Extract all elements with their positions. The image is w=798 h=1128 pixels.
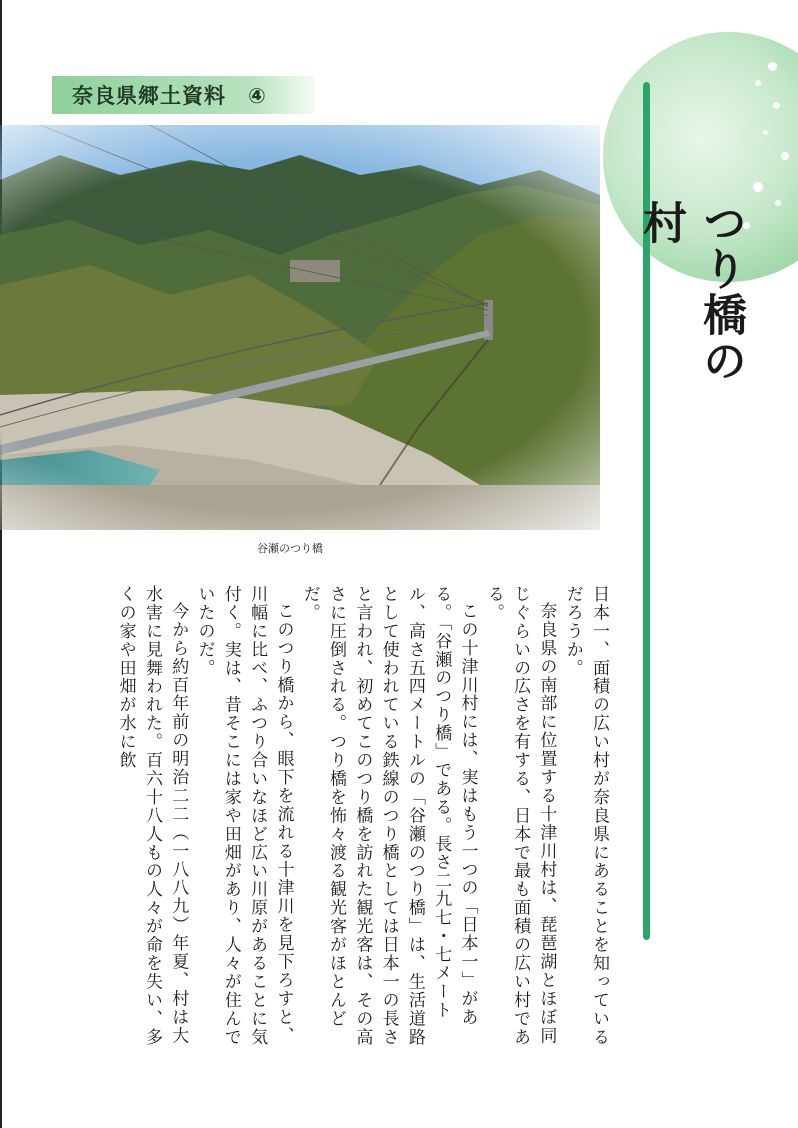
photo-lower-ground [0, 485, 600, 530]
decorative-dot [775, 200, 781, 206]
photo-village [290, 260, 340, 282]
decorative-dot [781, 152, 789, 160]
paragraph: 今から約百年前の明治二二（一八八九）年夏、村は大水害に見舞われた。百六十八人もの人々が命を失い、多くの家や田畑が水に飲 [115, 585, 189, 1047]
photo-caption: 谷瀬のつり橋 [257, 542, 323, 555]
decorative-dot [773, 102, 780, 109]
decorative-dot [763, 130, 768, 135]
series-label-badge [52, 76, 314, 114]
paragraph: このつり橋から、眼下を流れる十津川を見下ろすと、川幅に比べ、ふつり合いなほど広い川原があることに気付く。実は、昔そこには家や田畑があり、人々が住んでいたのだ。 [194, 585, 294, 1047]
article-body [52, 585, 612, 1055]
paragraph: 日本一、面積の広い村が奈良県にあることを知っているだろうか。 [562, 585, 609, 1047]
suspension-bridge-photo [0, 125, 600, 530]
page-title: つり橋の村 [635, 200, 746, 384]
decorative-dot [755, 80, 761, 86]
decorative-dot [753, 182, 763, 192]
series-label: 奈良県郷土資料 ④ [72, 84, 267, 108]
decorative-dot [768, 62, 777, 71]
paragraph: 奈良県の南部に位置する十津川村は、琵琶湖とほぼ同じぐらいの広さを有する、日本で最も面積の広い村である。 [483, 585, 557, 1047]
paragraph: この十津川村には、実はもう一つの「日本一」がある。「谷瀬のつり橋」である。長さ二九七・七メートル、高さ五四メートルの「谷瀬のつり橋」は、生活道路として使われている鉄線のつり橋としては日本一の長さと言われ、初めてこのつり橋を訪れた観光客は、その高さに圧倒される。つり橋を怖々渡る観光客がほとんどだ。 [299, 585, 478, 1047]
